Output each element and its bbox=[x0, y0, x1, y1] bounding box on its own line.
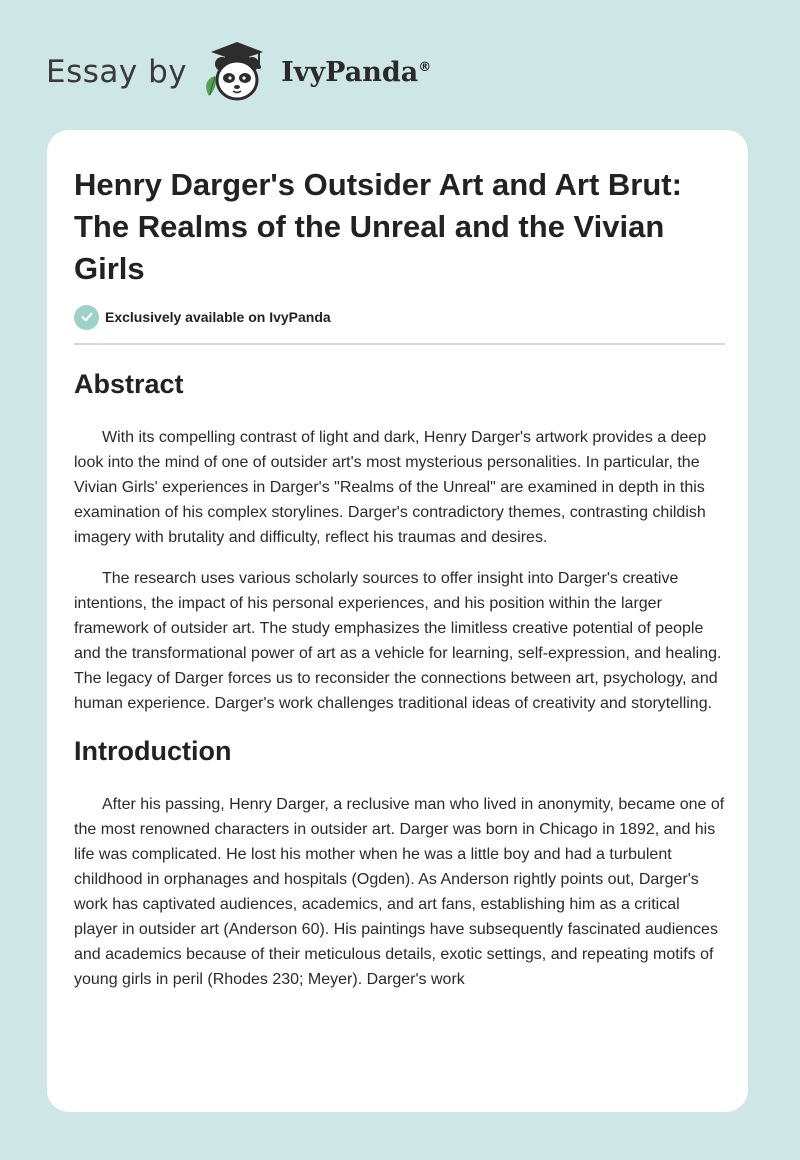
essay-content bbox=[74, 164, 725, 992]
exclusive-badge bbox=[74, 304, 725, 330]
brand-name[interactable] bbox=[281, 57, 431, 88]
abstract-paragraph: The research uses various scholarly sources to offer insight into Darger's creative intentions, the impact of his personal experiences, and his position within the larger framework of outsider art. The study emphasizes the limitless creative potential of people and the transformational power of art as a vehicle for learning, self-expression, and healing. The legacy of Darger forces us to reconsider the connections between art, psychology, and human experience. Darger's work challenges traditional ideas of creativity and storytelling. bbox=[74, 570, 722, 712]
brand-prefix: Essay by bbox=[46, 54, 188, 90]
title-divider bbox=[74, 343, 725, 345]
abstract-paragraph: With its compelling contrast of light and dark, Henry Darger's artwork provides a deep look into the mind of one of outsider art's most mysterious personalities. In particular, the Vivian Girls' experiences in Darger's "Realms of the Unreal" are examined in depth in this examination of his complex storylines. Darger's contradictory themes, contrasting childish imagery with brutality and difficulty, reflect his traumas and desires. bbox=[74, 429, 707, 546]
introduction-paragraph: After his passing, Henry Darger, a reclusive man who lived in anonymity, became one of the most renowned characters in outsider art. Darger was born in Chicago in 1892, and his life was complicated. He lost his mother when he was a little boy and had a turbulent childhood in orphanages and hospitals (Ogden). As Anderson rightly points out, Darger's work has captivated audiences, academics, and art fans, establishing him as a critical player in outsider art (Anderson 60). His paintings have subsequently fascinated audiences and academics because of their meticulous details, exotic settings, and repeating motifs of young girls in peril (Rhodes 230; Meyer). Darger's work bbox=[74, 796, 725, 988]
exclusive-label: Exclusively available on IvyPanda bbox=[105, 309, 331, 325]
section-heading-abstract: Abstract bbox=[74, 369, 184, 399]
essay-card bbox=[47, 130, 748, 1112]
brand-name-text: IvyPanda bbox=[281, 56, 419, 88]
section-heading-introduction: Introduction bbox=[74, 736, 232, 766]
panda-graduate-icon[interactable] bbox=[201, 36, 273, 108]
page-title: Henry Darger's Outsider Art and Art Brut: The Realms of the Unreal and the Vivian Girls bbox=[74, 167, 682, 286]
checkmark-icon bbox=[74, 305, 99, 330]
registered-mark: ® bbox=[418, 59, 432, 75]
brand-header bbox=[46, 32, 431, 112]
